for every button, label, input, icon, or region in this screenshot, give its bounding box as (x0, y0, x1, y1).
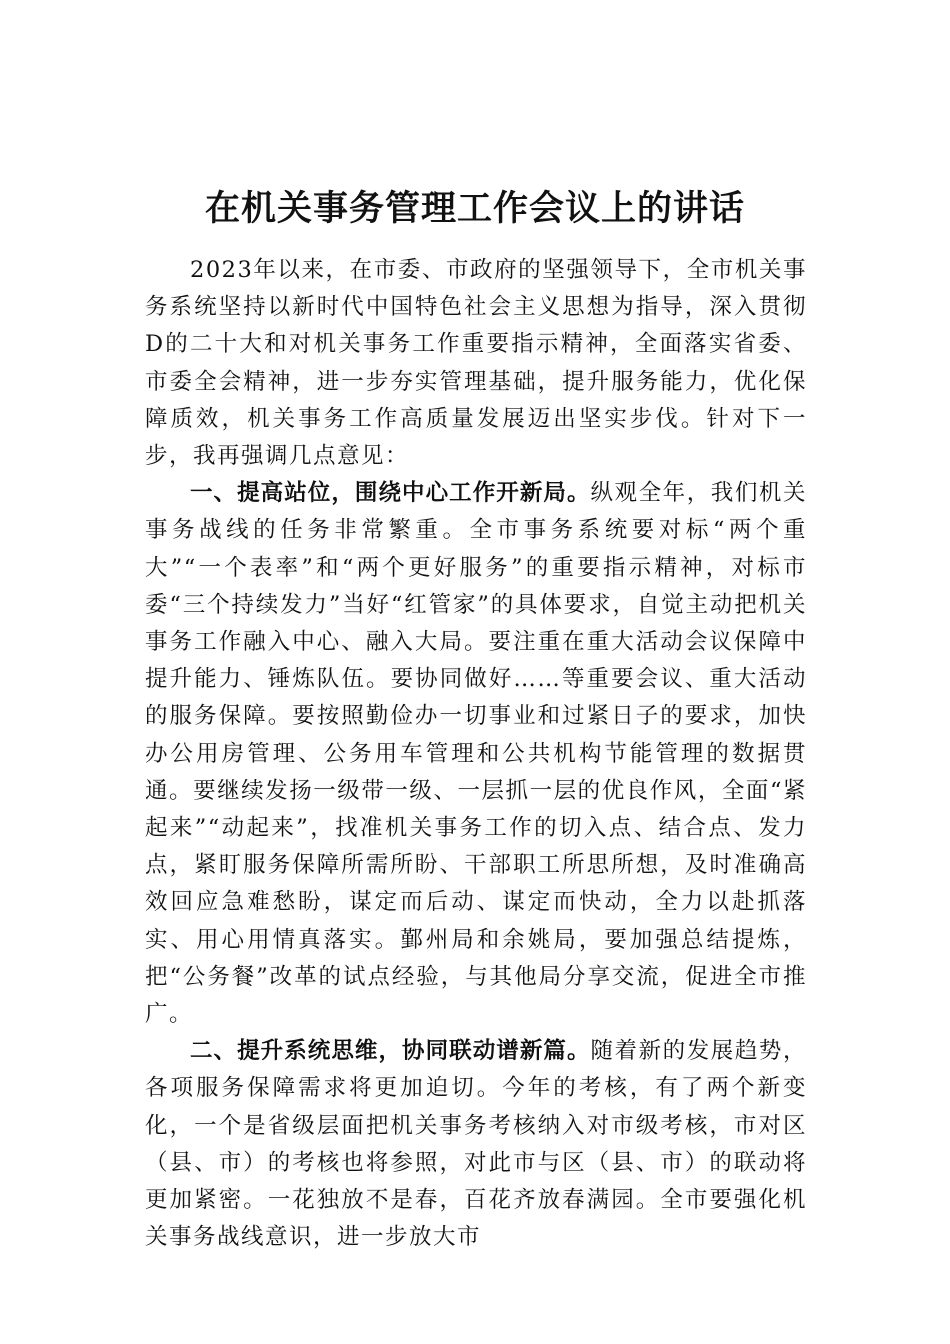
paragraph-text: 2023年以来，在市委、市政府的坚强领导下，全市机关事务系统坚持以新时代中国特色社会主义思想为指导，深入贯彻D的二十大和对机关事务工作重要指示精神，全面落实省委、市委全会精神，进一步夯实管理基础，提升服务能力，优化保障质效，机关事务工作高质量发展迈出坚实步伐。针对下一步，我再强调几点意见： (145, 257, 807, 470)
paragraph-section-2 (145, 1033, 807, 1256)
paragraph-section-1 (145, 475, 807, 1033)
paragraph-text: 随着新的发展趋势，各项服务保障需求将更加迫切。今年的考核，有了两个新变化，一个是省级层面把机关事务考核纳入对市级考核，市对区（县、市）的考核也将参照，对此市与区（县、市）的联动将更加紧密。一花独放不是春，百花齐放春满园。全市要强化机关事务战线意识，进一步放大市 (145, 1038, 807, 1251)
paragraph-intro (145, 252, 807, 475)
section-heading: 二、提升系统思维，协同联动谱新篇。 (190, 1038, 591, 1065)
document-body (145, 252, 807, 1256)
paragraph-text: 纵观全年，我们机关事务战线的任务非常繁重。全市事务系统要对标“两个重大”“一个表率”和“两个更好服务”的重要指示精神，对标市委“三个持续发力”当好“红管家”的具体要求，自觉主动把机关事务工作融入中心、融入大局。要注重在重大活动会议保障中提升能力、锤炼队伍。要协同做好……等重要会议、重大活动的服务保障。要按照勤俭办一切事业和过紧日子的要求，加快办公用房管理、公务用车管理和公共机构节能管理的数据贯通。要继续发扬一级带一级、一层抓一层的优良作风，全面“紧起来”“动起来”，找准机关事务工作的切入点、结合点、发力点，紧盯服务保障所需所盼、干部职工所思所想，及时准确高效回应急难愁盼，谋定而后动、谋定而快动，全力以赴抓落实、用心用情真落实。鄞州局和余姚局，要加强总结提炼，把“公务餐”改革的试点经验，与其他局分享交流，促进全市推广。 (145, 480, 807, 1028)
section-heading: 一、提高站位，围绕中心工作开新局。 (190, 480, 591, 507)
document-title: 在机关事务管理工作会议上的讲话 (204, 188, 745, 230)
